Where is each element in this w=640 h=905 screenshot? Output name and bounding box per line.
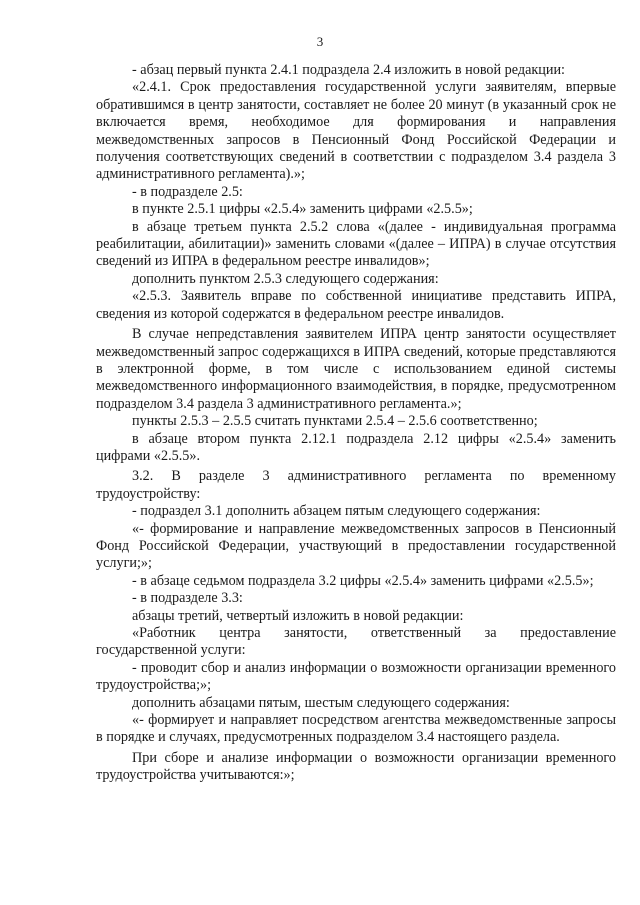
paragraph-subsection-3-3: - в подразделе 3.3: <box>132 590 243 607</box>
paragraph-section-3-2: 3.2. В разделе 3 административного регламента по временному трудоустройству: <box>96 468 616 502</box>
paragraph-subsection-3-2: - в абзаце седьмом подраздела 3.2 цифры «2.5.4» заменить цифрами «2.5.5»; <box>132 572 594 589</box>
paragraph-considered: При сборе и анализе информации о возможности организации временного трудоустройства учитываются:»; <box>96 749 616 784</box>
paragraph-worker: «Работник центра занятости, ответственный за предоставление государственной услуги: <box>96 625 616 659</box>
paragraph-add-abzacy: дополнить абзацами пятым, шестым следующего содержания: <box>132 694 510 711</box>
paragraph-add-2-5-3: дополнить пунктом 2.5.3 следующего содержания: <box>132 270 439 287</box>
paragraph-renumber: пункты 2.5.3 – 2.5.5 считать пунктами 2.5.4 – 2.5.6 соответственно; <box>132 413 538 430</box>
paragraph-abzacy: абзацы третий, четвертый изложить в новой редакции: <box>132 607 464 624</box>
paragraph-subsection-3-1: - подраздел 3.1 дополнить абзацем пятым следующего содержания: <box>132 503 541 520</box>
paragraph-point-2-5-2: в абзаце третьем пункта 2.5.2 слова «(далее - индивидуальная программа реабилитации, абилитации)» заменить словами «(далее – ИПРА) в случае отсутствия сведений из ИПРА в федеральном реестре инвалидов»; <box>96 218 616 270</box>
paragraph-forms-requests: «- формирует и направляет посредством агентства межведомственные запросы в порядке и случаях, предусмотренных подразделом 3.4 настоящего раздела. <box>96 712 616 746</box>
paragraph-subsection-2-5: - в подразделе 2.5: <box>132 183 243 200</box>
paragraph-new-2-4-1: «2.4.1. Срок предоставления государственной услуги заявителям, впервые обратившимся в центр занятости, составляет не более 20 минут (в указанный срок не включается время, необходимое для формирования и направления межведомственных запросов в Пенсионный Фонд Российской Федерации и получения соответствующих сведений в соответствии с подразделом 3.4 раздела 3 административного регламента).»; <box>96 79 616 183</box>
paragraph-point-2-12-1: в абзаце втором пункта 2.12.1 подраздела 2.12 цифры «2.5.4» заменить цифрами «2.5.5». <box>96 430 616 464</box>
document-body <box>96 62 616 785</box>
paragraph-point-2-5-1: в пункте 2.5.1 цифры «2.5.4» заменить цифрами «2.5.5»; <box>132 201 473 218</box>
paragraph-collects-info: - проводит сбор и анализ информации о возможности организации временного трудоустройства;»; <box>96 659 616 694</box>
paragraph-amend-2-4-1: - абзац первый пункта 2.4.1 подраздела 2.4 изложить в новой редакции: <box>132 62 565 78</box>
page-number: 3 <box>316 34 324 49</box>
paragraph-new-3-1: «- формирование и направление межведомственных запросов в Пенсионный Фонд Российской Федерации, участвующий в предоставлении государственной услуги;»; <box>96 520 616 572</box>
paragraph-ipra-request: В случае непредставления заявителем ИПРА центр занятости осуществляет межведомственный запрос содержащихся в ИПРА сведений, которые представляются в электронной форме, в том числе с использованием единой системы межведомственного информационного взаимодействия, в порядке, предусмотренном подразделом 3.4 раздела 3 административного регламента.»; <box>96 326 616 412</box>
paragraph-new-2-5-3: «2.5.3. Заявитель вправе по собственной инициативе представить ИПРА, сведения из которой содержатся в федеральном реестре инвалидов. <box>96 288 616 322</box>
